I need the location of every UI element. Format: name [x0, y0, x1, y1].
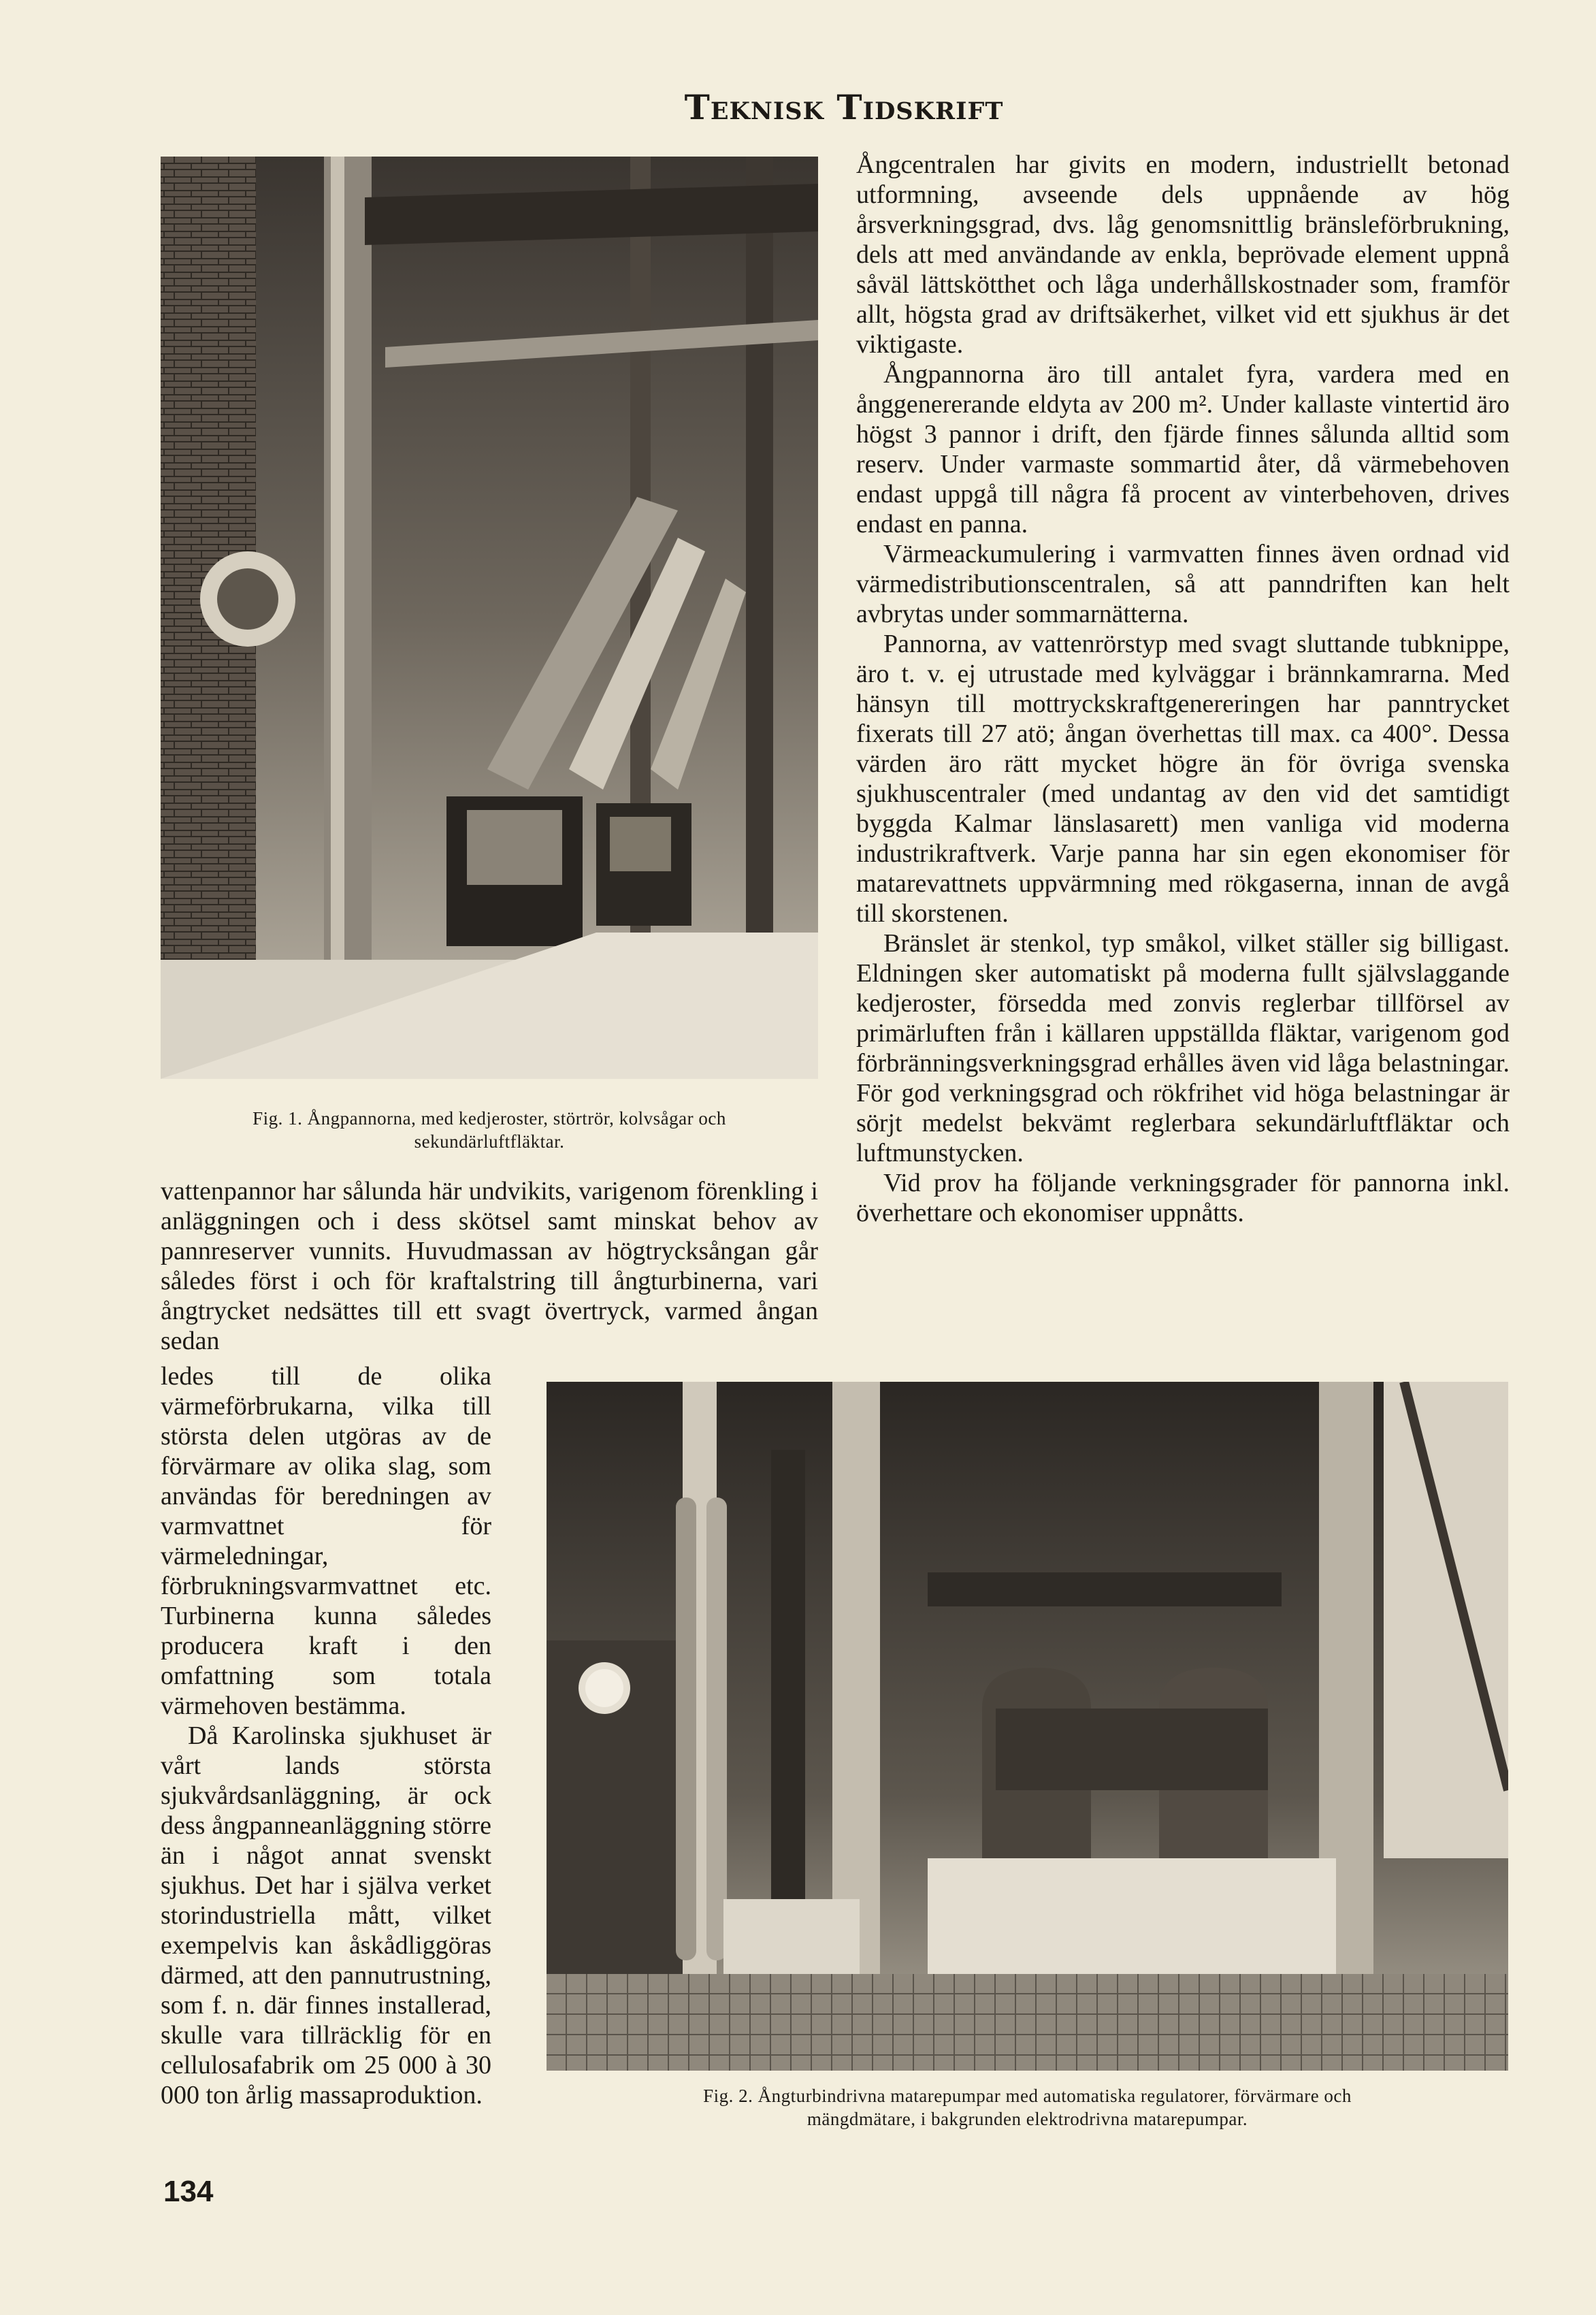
- right-text-column: [856, 150, 1510, 1228]
- left-text-narrow: [161, 1361, 491, 2110]
- figure-1-caption: [161, 1107, 818, 1153]
- caption-line: Fig. 2. Ångturbindrivna matarepumpar med automatiska regulatorer, förvärmare och: [703, 2086, 1352, 2106]
- caption-line: Fig. 1. Ångpannorna, med kedjeroster, störtrör, kolvsågar och: [253, 1108, 726, 1129]
- paragraph: vattenpannor har sålunda här undvikits, varigenom förenkling i anläggningen och i dess skötsel samt minskat behov av pannreserver vunnits. Huvudmassan av högtrycksångan går således först i och för kraftalstring till ångturbinerna, vari ångtrycket nedsättes till ett svagt övertryck, varmed ångan sedan: [161, 1177, 818, 1355]
- caption-line: sekundärluftfläktar.: [414, 1131, 565, 1152]
- paragraph: Bränslet är stenkol, typ småkol, vilket ställer sig billigast. Eldningen sker automatiskt på moderna fullt självslaggande kedjeroster, försedda med zonvis reglerbar tillförsel av primärluften från i källaren uppställda fläktar, varigenom god förbränningsverkningsgrad erhålles även vid låga belastningar. För god verkningsgrad och rökfrihet vid höga belastningar är sörjt medelst bekvämt reglerbara sekundärluftfläktar och luftmunstycken.: [856, 929, 1510, 1167]
- figure-2-photo: [547, 1382, 1508, 2071]
- left-text-wide: [161, 1176, 818, 1356]
- paragraph: Pannorna, av vattenrörstyp med svagt sluttande tubknippe, äro t. v. ej utrustade med kylväggar i brännkamrarna. Med hänsyn till mottryckskraftgenereringen har panntrycket fixerats till 27 atö; ångan överhettas till max. ca 400°. Dessa värden äro rätt mycket högre än för övriga svenska sjukhuscentraler (med undantag av den vid det samtidigt byggda Kalmar länslasarett) men vanliga vid moderna industrikraftverk. Varje panna har sin egen ekonomiser för matarevattnets uppvärmning med rökgaserna, innan de avgå till skorstenen.: [856, 630, 1510, 928]
- paragraph: Värmeackumulering i varmvatten finnes även ordnad vid värmedistributionscentralen, så att panndriften kan helt avbrytas under sommarnätterna.: [856, 540, 1510, 628]
- caption-line: mängdmätare, i bakgrunden elektrodrivna matarepumpar.: [807, 2109, 1248, 2129]
- paragraph: Ångpannorna äro till antalet fyra, vardera med en ånggenererande eldyta av 200 m². Under kallaste vintertid äro högst 3 pannor i drift, den fjärde finnes sålunda alltid som reserv. Under varmaste sommartid åter, då värmebehoven endast uppgå till några få procent av vinterbehoven, drives endast en panna.: [856, 360, 1510, 538]
- figure-2-caption: [547, 2084, 1508, 2131]
- figure-1-photo: [161, 157, 818, 1079]
- paragraph: Ångcentralen har givits en modern, industriellt betonad utformning, avseende dels uppnående av hög årsverkningsgrad, dvs. låg genomsnittlig bränsleförbrukning, dels att med användande av enkla, beprövade element uppnå såväl lättskötthet och låga underhållskostnader som, framför allt, högsta grad av driftsäkerhet, vilket vid ett sjukhus är det viktigaste.: [856, 150, 1510, 359]
- page-number: 134: [163, 2175, 214, 2208]
- paragraph: Vid prov ha följande verkningsgrader för pannorna inkl. överhettare och ekonomiser uppnåtts.: [856, 1169, 1510, 1227]
- paragraph: ledes till de olika värmeförbrukarna, vilka till största delen utgöras av de förvärmare av olika slag, som användas för beredningen av varmvattnet för värmeledningar, förbrukningsvarmvattnet etc. Turbinerna kunna således producera kraft i den omfattning som totala värmehoven bestämma.: [161, 1362, 491, 1720]
- journal-header: Teknisk Tidskrift: [684, 87, 1004, 127]
- paragraph: Då Karolinska sjukhuset är vårt lands största sjukvårdsanläggning, är ock dess ångpanneanläggning större än i något annat svenskt sjukhus. Det har i själva verket storindustriella mått, vilket exempelvis kan åskådliggöras därmed, att den pannutrustning, som f. n. där finnes installerad, skulle vara tillräcklig för en cellulosafabrik om 25 000 à 30 000 ton årlig massaproduktion.: [161, 1721, 491, 2109]
